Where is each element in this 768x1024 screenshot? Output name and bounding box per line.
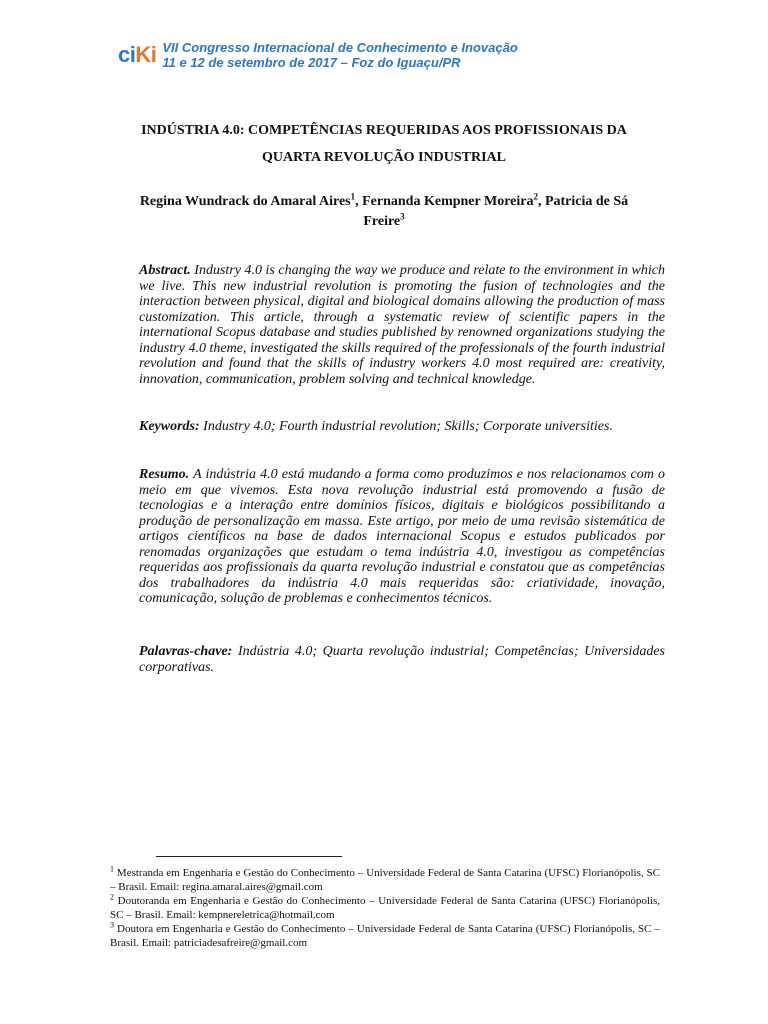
author-2-footnote-ref: 2 [533,191,538,202]
footnote-text: Mestranda em Engenharia e Gestão do Conhecimento – Universidade Federal de Santa Catarina (UFSC) Florianópolis, SC – Brasil. Email: regina.amaral.aires@gmail.com [110,867,661,893]
footnote-divider [156,856,342,857]
author-list [110,192,658,232]
footnote-text: Doutora em Engenharia e Gestão do Conhecimento – Universidade Federal de Santa Catarina (UFSC) Florianópolis, SC – Brasil. Email: patriciadesafreire@gmail.com [110,923,661,949]
palavras-chave [139,644,665,675]
footnotes [110,866,660,950]
abstract-text: Industry 4.0 is changing the way we produce and relate to the environment in which we live. This new industrial revolution is promoting the fusion of technologies and the interaction between physical, digital and biological domains allowing the production of mass customization. This article, through a systematic review of scientific papers in the international Scopus database and studies published by renowned organizations studying the industry 4.0 theme, investigated the skills required of the professionals of the fourth industrial revolution and found that the skills of industry workers 4.0 most required are: creativity, innovation, communication, problem solving and technical knowledge. [139,263,665,387]
paper-title-line-1: INDÚSTRIA 4.0: COMPETÊNCIAS REQUERIDAS AOS PROFISSIONAIS DA [141,123,627,138]
footnote-text: Doutoranda em Engenharia e Gestão do Conhecimento – Universidade Federal de Santa Catarina (UFSC) Florianópolis, SC – Brasil. Email: kempnereletrica@hotmail.com [110,895,660,921]
author-separator: , [537,194,545,209]
paper-title [110,117,658,171]
author-2: Fernanda Kempner Moreira [362,194,534,209]
logo-part-ci: ci [118,42,136,67]
logo-part-ki: Ki [135,42,157,67]
keywords [139,419,665,435]
author-line-2 [110,212,658,232]
resumo-text: A indústria 4.0 está mudando a forma como produzimos e nos relacionamos com o meio em que vivemos. Esta nova revolução industrial está promovendo a fusão de tecnologias e a interação entre domínios físicos, digitais e biológicos possibilitando a produção de personalização em massa. Este artigo, por meio de uma revisão sistemática de artigos científicos na base de dados internacional Scopus e estudos publicados por renomadas organizações que estudam o tema indústria 4.0, investigou as competências requeridas aos profissionais da quarta revolução industrial e constatou que as competências dos trabalhadores da indústria 4.0 mais requeridas são: criatividade, inovação, comunicação, solução de problemas e conhecimentos técnicos. [139,467,665,606]
footnote-1 [110,866,660,894]
palavras-chave-text: Indústria 4.0; Quarta revolução industrial; Competências; Universidades corporativas. [139,644,666,675]
conference-date-location: 11 e 12 de setembro de 2017 – Foz do Iguaçu/PR [162,55,461,70]
author-1-footnote-ref: 1 [350,191,356,202]
abstract-label: Abstract. [139,263,191,278]
resumo-label: Resumo. [139,467,190,482]
footnote-number: 3 [110,920,114,930]
author-3-part-2: Freire [363,214,401,229]
keywords-label: Keywords: [139,419,200,434]
ciki-logo [118,44,156,66]
author-separator: , [355,194,363,209]
author-1: Regina Wundrack do Amaral Aires [139,194,351,209]
author-3-footnote-ref: 3 [400,211,405,222]
conference-header [118,40,518,70]
footnote-2 [110,894,660,922]
paper-title-line-2: QUARTA REVOLUÇÃO INDUSTRIAL [261,150,506,165]
conference-info [162,40,517,70]
palavras-chave-label: Palavras-chave: [139,644,233,659]
author-3-part-1: Patricia de Sá [544,194,629,209]
author-line-1 [110,192,658,212]
abstract [139,263,665,387]
resumo [139,467,665,607]
keywords-text: Industry 4.0; Fourth industrial revolution; Skills; Corporate universities. [203,419,613,434]
conference-name: VII Congresso Internacional de Conhecimento e Inovação [162,40,518,55]
footnote-number: 2 [110,892,114,902]
footnote-number: 1 [110,864,114,874]
footnote-3 [110,922,660,950]
